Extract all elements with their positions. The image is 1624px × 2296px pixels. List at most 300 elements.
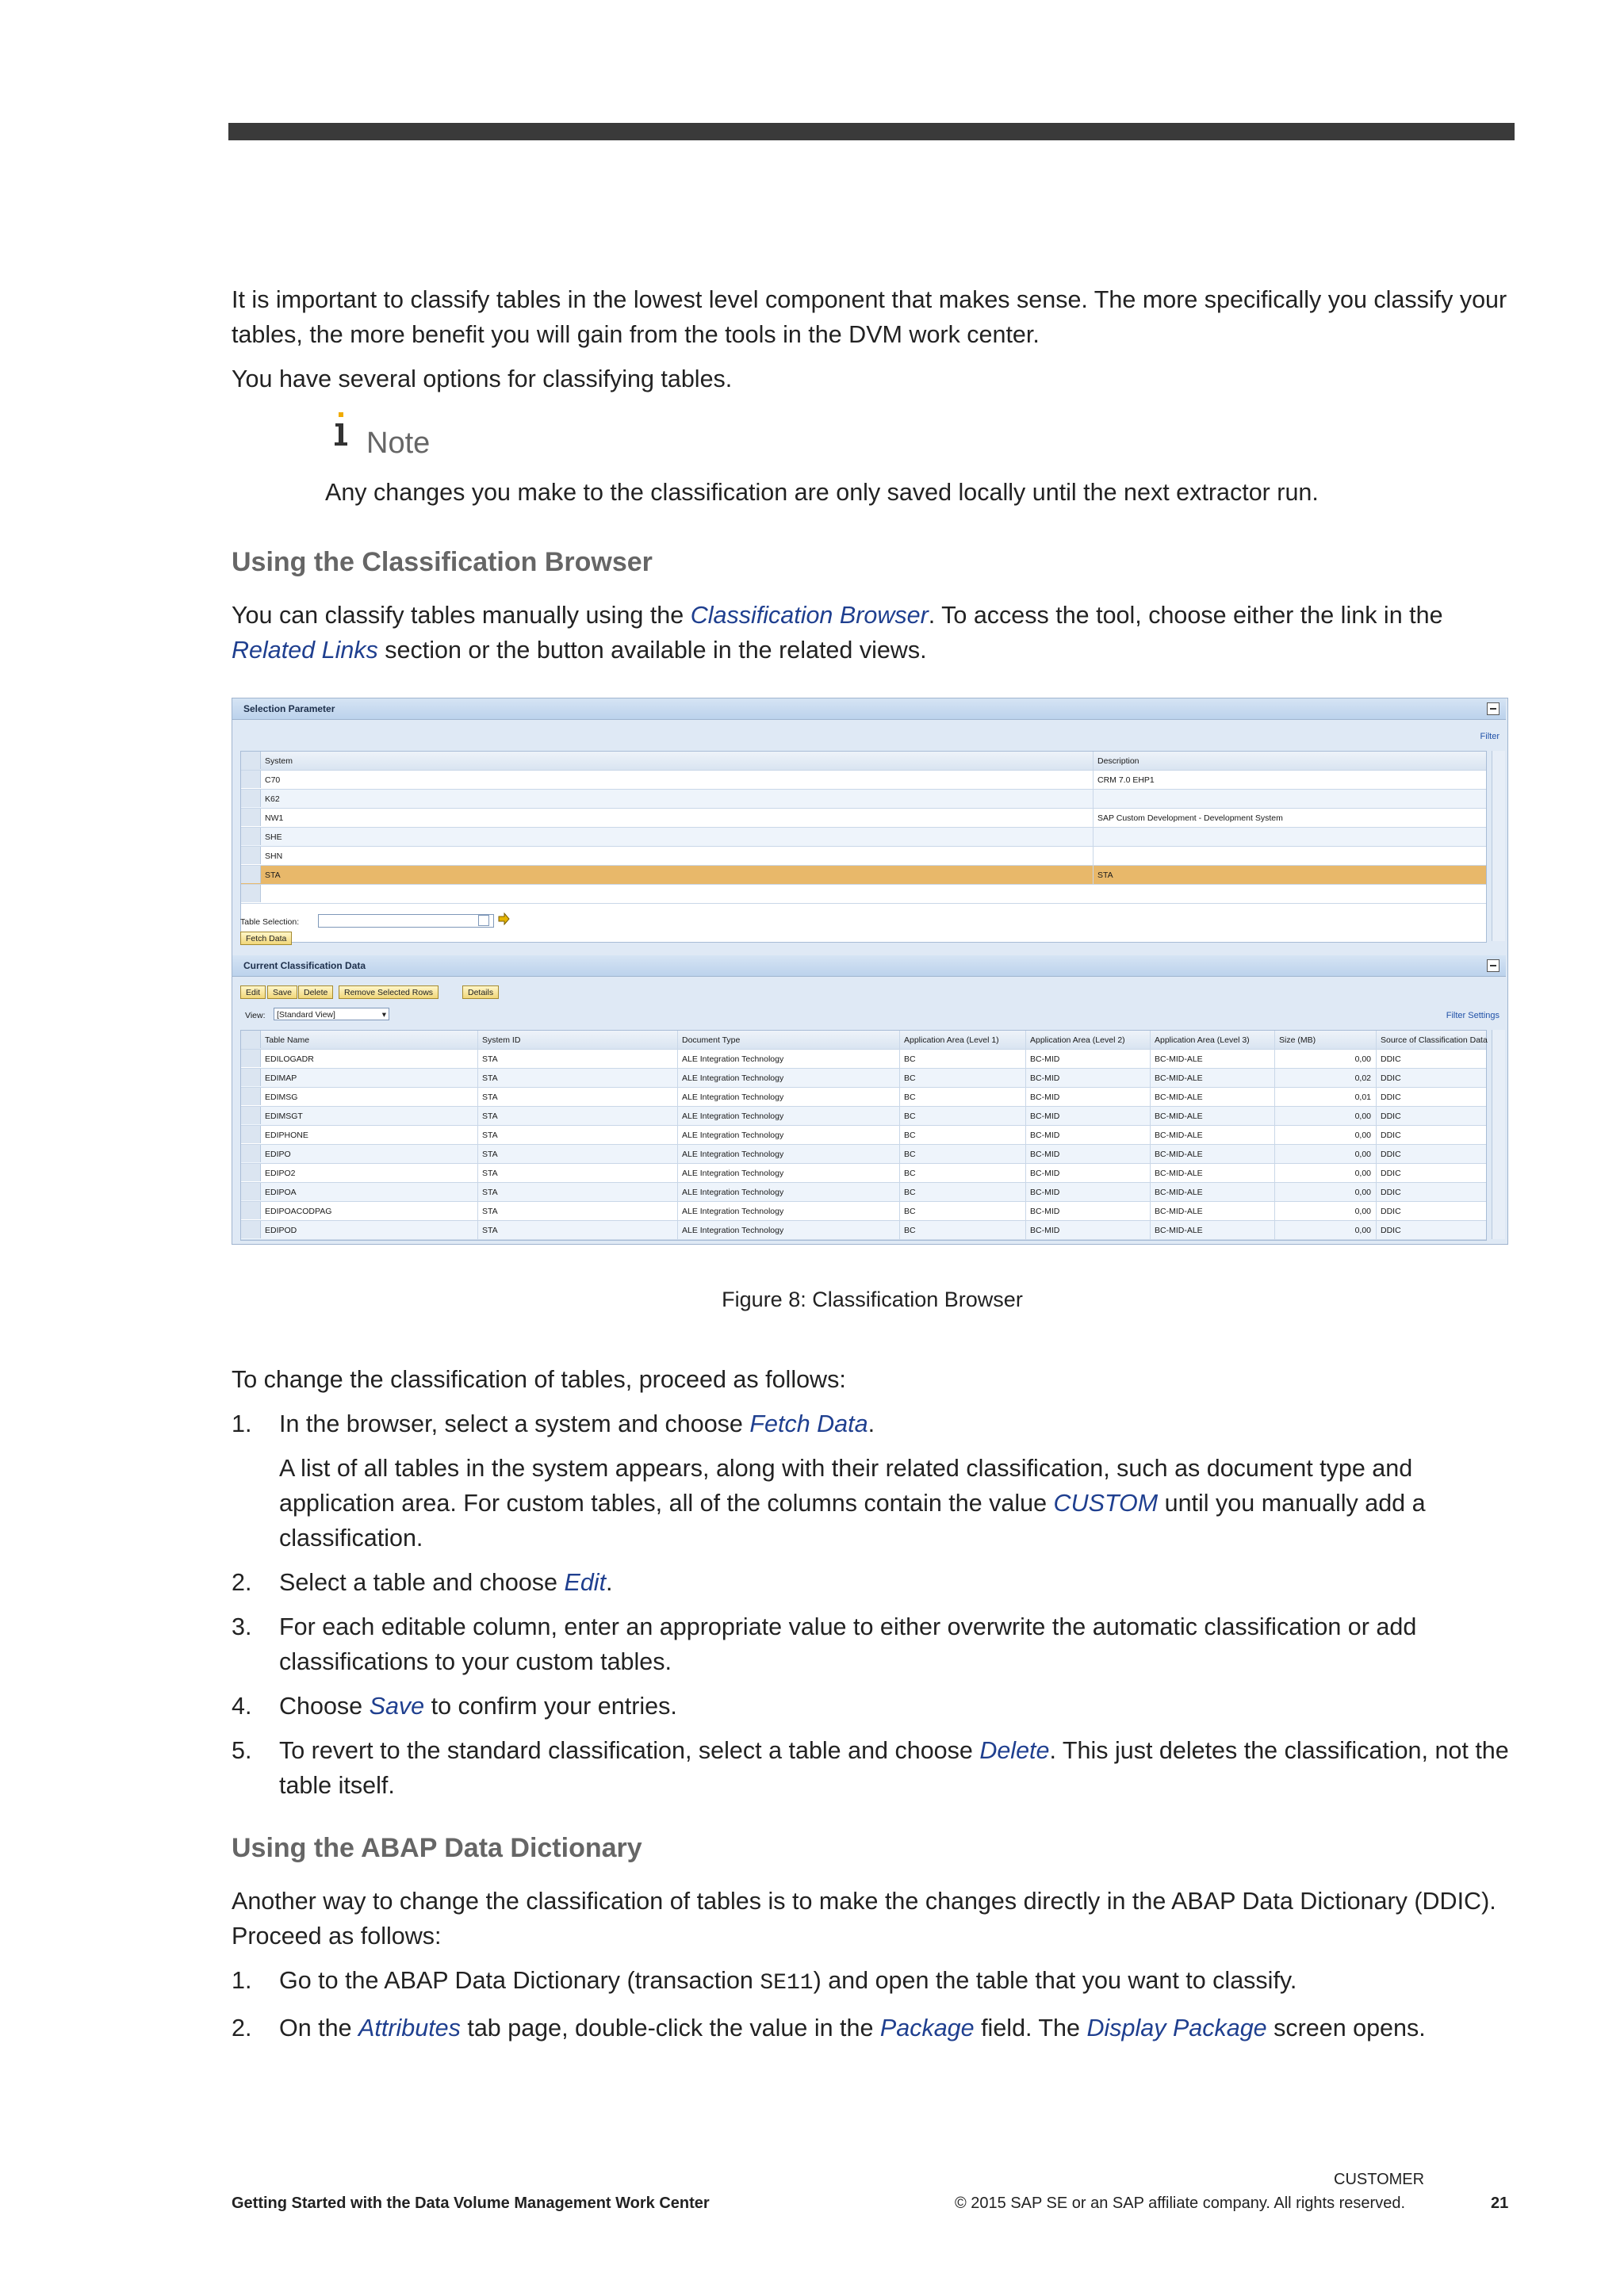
current-classification-title: Current Classification Data	[243, 960, 366, 971]
table-cell: STA	[482, 1112, 498, 1121]
table-cell: DDIC	[1381, 1093, 1401, 1102]
classification-table-header	[241, 1031, 1486, 1050]
section2-paragraph: Another way to change the classification of tables is to make the changes directly in the ABAP Data Dictionary (DDIC). Proceed as follows:	[232, 1888, 1496, 1950]
column-divider	[1150, 1088, 1151, 1106]
table-cell: DDIC	[1381, 1131, 1401, 1140]
row-selector[interactable]	[241, 809, 261, 826]
collapse-icon[interactable]	[1487, 702, 1500, 715]
text: A list of all tables in the system appears, along with their related classification, such as document type and application area. For custom tables, all of the columns contain the value	[279, 1455, 1413, 1517]
column-divider	[1093, 847, 1094, 865]
table-row[interactable]	[241, 1183, 1486, 1202]
text: .	[868, 1410, 875, 1437]
table-cell: BC-MID-ALE	[1155, 1054, 1203, 1064]
column-divider	[1376, 1069, 1377, 1087]
list-number: 5.	[232, 1737, 252, 1764]
table-cell: EDIPOA	[265, 1188, 297, 1197]
row-selector[interactable]	[241, 1126, 261, 1143]
column-divider	[1376, 1126, 1377, 1144]
execute-arrow-icon[interactable]	[497, 913, 510, 925]
row-selector[interactable]	[241, 1145, 261, 1162]
table-row[interactable]	[241, 1107, 1486, 1126]
column-divider	[899, 1221, 900, 1239]
classification-browser-screenshot	[232, 698, 1508, 1245]
text: to confirm your entries.	[424, 1693, 677, 1720]
list-number: 3.	[232, 1613, 252, 1640]
view-select-value: [Standard View]	[277, 1010, 335, 1020]
table-cell: EDILOGADR	[265, 1054, 314, 1064]
column-divider	[477, 1164, 478, 1182]
info-icon	[333, 412, 349, 452]
text: In the browser, select a system and choose	[279, 1410, 750, 1437]
table-row[interactable]	[241, 1164, 1486, 1183]
column-divider	[477, 1069, 478, 1087]
table-row[interactable]	[241, 1145, 1486, 1164]
list-number: 1.	[232, 1410, 252, 1437]
header-bar	[228, 123, 1515, 140]
table-cell: DDIC	[1381, 1150, 1401, 1159]
table-cell: BC-MID-ALE	[1155, 1226, 1203, 1235]
copy-icon[interactable]	[478, 915, 489, 926]
column-divider	[1025, 1031, 1026, 1049]
column-divider	[477, 1031, 478, 1049]
table-row[interactable]	[241, 809, 1486, 828]
column-divider	[1093, 752, 1094, 770]
table-cell: BC-MID-ALE	[1155, 1093, 1203, 1102]
column-divider	[899, 1107, 900, 1125]
row-selector[interactable]	[241, 790, 261, 807]
column-divider	[477, 1183, 478, 1201]
column-divider	[677, 1069, 678, 1087]
row-selector[interactable]	[241, 1183, 261, 1200]
table-cell: 0,00	[1354, 1169, 1371, 1178]
table-row[interactable]	[241, 866, 1486, 885]
column-divider	[1150, 1107, 1151, 1125]
text: tab page, double-click the value in the	[460, 2015, 880, 2042]
table-cell: ALE Integration Technology	[682, 1131, 784, 1140]
delete-button[interactable]: Delete	[298, 985, 333, 999]
select-all-icon[interactable]	[241, 752, 261, 769]
column-divider	[899, 1031, 900, 1049]
text: until you manually add a classification.	[279, 1490, 1426, 1552]
column-divider	[1376, 1221, 1377, 1239]
column-divider	[477, 1126, 478, 1144]
table-cell: EDIMSGT	[265, 1112, 303, 1121]
table-row[interactable]	[241, 1221, 1486, 1240]
list-item	[232, 1565, 1516, 1600]
footer-doc-title: Getting Started with the Data Volume Management Work Center	[232, 2195, 710, 2212]
column-divider	[1376, 1088, 1377, 1106]
table-cell: BC-MID	[1030, 1150, 1060, 1159]
table-cell: 0,01	[1354, 1093, 1371, 1102]
column-divider	[1093, 790, 1094, 808]
text: On the	[279, 2015, 359, 2042]
save-link[interactable]: Save	[369, 1693, 425, 1720]
text: field. The	[974, 2015, 1087, 2042]
table-cell: 0,00	[1354, 1131, 1371, 1140]
text: To revert to the standard classification, select a table and choose	[279, 1737, 980, 1764]
column-divider	[677, 1183, 678, 1201]
column-divider	[1093, 866, 1094, 884]
footer-copyright: © 2015 SAP SE or an SAP affiliate company. All rights reserved.	[955, 2195, 1406, 2212]
list-number: 1.	[232, 1967, 252, 1994]
table-cell: 0,00	[1354, 1112, 1371, 1121]
details-button[interactable]: Details	[462, 985, 499, 999]
table-cell: STA	[482, 1207, 498, 1216]
table-cell: BC-MID-ALE	[1155, 1073, 1203, 1083]
column-divider	[899, 1088, 900, 1106]
table-cell: 0,00	[1354, 1054, 1371, 1064]
column-divider	[1150, 1069, 1151, 1087]
column-divider	[1274, 1164, 1275, 1182]
column-header: System	[265, 756, 293, 766]
column-divider	[1025, 1164, 1026, 1182]
column-header[interactable]: Source of Classification Data	[1381, 1035, 1488, 1045]
table-row	[241, 885, 1486, 904]
column-divider	[899, 1050, 900, 1068]
delete-link[interactable]: Delete	[979, 1737, 1050, 1764]
table-cell: BC	[904, 1207, 916, 1216]
text: . This just deletes the classification, not the table itself.	[279, 1737, 1509, 1799]
table-cell: BC-MID	[1030, 1093, 1060, 1102]
column-divider	[1025, 1126, 1026, 1144]
table-cell: ALE Integration Technology	[682, 1207, 784, 1216]
table-cell: ALE Integration Technology	[682, 1169, 784, 1178]
table-cell: DDIC	[1381, 1169, 1401, 1178]
text: ) and open the table that you want to classify.	[813, 1967, 1297, 1994]
section-heading-classification-browser: Using the Classification Browser	[232, 547, 653, 577]
classification-table-scrollbar[interactable]	[1492, 1030, 1505, 1239]
collapse-icon[interactable]	[1487, 959, 1500, 972]
column-divider	[1093, 809, 1094, 827]
column-divider	[1274, 1050, 1275, 1068]
row-selector[interactable]	[241, 1107, 261, 1124]
system-id-cell: STA	[265, 871, 281, 880]
list-number: 2.	[232, 2015, 252, 2042]
column-divider	[1093, 771, 1094, 789]
column-divider	[477, 1107, 478, 1125]
footer-page-number: 21	[1491, 2195, 1509, 2212]
package-link[interactable]: Package	[879, 2015, 975, 2042]
section1-paragraph	[232, 598, 1516, 668]
list-item	[232, 1963, 1516, 2001]
list-item	[232, 1689, 1516, 1724]
table-cell: ALE Integration Technology	[682, 1150, 784, 1159]
system-table-scrollbar[interactable]	[1492, 751, 1505, 941]
row-selector[interactable]	[241, 1069, 261, 1086]
system-description-cell: STA	[1097, 871, 1113, 880]
table-cell: BC	[904, 1188, 916, 1197]
table-cell: 0,02	[1354, 1073, 1371, 1083]
table-row[interactable]	[241, 1088, 1486, 1107]
save-button[interactable]: Save	[267, 985, 297, 999]
classification-browser-link[interactable]: Classification Browser	[690, 602, 929, 629]
table-cell: ALE Integration Technology	[682, 1226, 784, 1235]
row-selector[interactable]	[241, 828, 261, 845]
column-divider	[1150, 1031, 1151, 1049]
table-cell: BC-MID	[1030, 1073, 1060, 1083]
filter-link[interactable]: Filter	[1480, 732, 1500, 741]
column-divider	[899, 1126, 900, 1144]
column-divider	[1025, 1107, 1026, 1125]
table-cell: DDIC	[1381, 1112, 1401, 1121]
column-divider	[1274, 1088, 1275, 1106]
select-all-icon[interactable]	[241, 1031, 261, 1048]
table-cell: 0,00	[1354, 1207, 1371, 1216]
column-divider	[1376, 1164, 1377, 1182]
table-cell: BC-MID-ALE	[1155, 1188, 1203, 1197]
table-cell: DDIC	[1381, 1226, 1401, 1235]
row-selector[interactable]	[241, 771, 261, 788]
list-item	[232, 2011, 1516, 2045]
column-divider	[899, 1202, 900, 1220]
table-cell: STA	[482, 1226, 498, 1235]
column-divider	[477, 1145, 478, 1163]
remove-selected-rows-button[interactable]: Remove Selected Rows	[339, 985, 439, 999]
table-cell: BC-MID	[1030, 1131, 1060, 1140]
note-text: Any changes you make to the classification are only saved locally until the next extractor run.	[325, 479, 1319, 506]
column-divider	[1025, 1221, 1026, 1239]
column-divider	[677, 1221, 678, 1239]
column-header[interactable]: Table Name	[265, 1035, 310, 1045]
table-cell: 0,00	[1354, 1226, 1371, 1235]
text: Go to the ABAP Data Dictionary (transaction	[279, 1967, 760, 1994]
table-cell: BC	[904, 1150, 916, 1159]
column-divider	[1274, 1069, 1275, 1087]
procedure-list	[232, 1406, 1516, 1812]
column-divider	[477, 1202, 478, 1220]
column-divider	[1093, 828, 1094, 846]
text: screen opens.	[1266, 2015, 1426, 2042]
column-divider	[1150, 1050, 1151, 1068]
table-cell: BC-MID-ALE	[1155, 1150, 1203, 1159]
table-cell: STA	[482, 1093, 498, 1102]
column-divider	[1274, 1145, 1275, 1163]
table-cell: DDIC	[1381, 1073, 1401, 1083]
table-row[interactable]	[241, 1050, 1486, 1069]
column-header: Description	[1097, 756, 1139, 766]
text: For each editable column, enter an appropriate value to either overwrite the automatic classification or add classifications to your custom tables.	[279, 1613, 1417, 1675]
view-select[interactable]	[274, 1008, 389, 1020]
table-cell: ALE Integration Technology	[682, 1093, 784, 1102]
table-row[interactable]	[241, 1126, 1486, 1145]
table-cell: STA	[482, 1054, 498, 1064]
text: .	[606, 1569, 613, 1596]
column-divider	[1376, 1145, 1377, 1163]
system-table-header	[241, 752, 1486, 771]
table-cell: DDIC	[1381, 1188, 1401, 1197]
edit-button[interactable]: Edit	[240, 985, 266, 999]
table-row[interactable]	[241, 828, 1486, 847]
intro-paragraph-1: It is important to classify tables in the lowest level component that makes sense. The more specifically you classify your tables, the more benefit you will gain from the tools in the DVM work center.	[232, 286, 1507, 348]
column-divider	[899, 1145, 900, 1163]
column-divider	[1150, 1183, 1151, 1201]
table-cell: BC	[904, 1093, 916, 1102]
text: You can classify tables manually using the	[232, 602, 691, 629]
row-selector[interactable]	[241, 1088, 261, 1105]
system-id-cell: SHN	[265, 851, 283, 861]
column-divider	[1274, 1183, 1275, 1201]
column-divider	[1150, 1145, 1151, 1163]
fetch-data-link[interactable]: Fetch Data	[749, 1410, 868, 1437]
list-number: 2.	[232, 1569, 252, 1596]
table-cell: BC	[904, 1073, 916, 1083]
row-selector[interactable]	[241, 847, 261, 864]
column-divider	[899, 1164, 900, 1182]
row-selector[interactable]	[241, 885, 261, 902]
text: Choose	[279, 1693, 370, 1720]
row-selector[interactable]	[241, 1164, 261, 1181]
column-divider	[1150, 1221, 1151, 1239]
table-row[interactable]	[241, 1202, 1486, 1221]
column-divider	[477, 1088, 478, 1106]
column-header[interactable]: System ID	[482, 1035, 521, 1045]
table-cell: ALE Integration Technology	[682, 1112, 784, 1121]
table-cell: EDIMAP	[265, 1073, 297, 1083]
related-links-link[interactable]: Related Links	[232, 637, 378, 664]
table-cell: EDIPOD	[265, 1226, 297, 1235]
chevron-down-icon: ▾	[381, 1010, 386, 1020]
table-cell: BC-MID-ALE	[1155, 1169, 1203, 1178]
column-divider	[1274, 1202, 1275, 1220]
column-divider	[899, 1183, 900, 1201]
column-divider	[677, 1050, 678, 1068]
transaction-code: SE11	[760, 1971, 814, 1996]
table-cell: STA	[482, 1169, 498, 1178]
column-divider	[1376, 1031, 1377, 1049]
column-divider	[677, 1126, 678, 1144]
edit-link[interactable]: Edit	[564, 1569, 607, 1596]
table-row[interactable]	[241, 1069, 1486, 1088]
table-cell: EDIMSG	[265, 1093, 298, 1102]
table-selection-input[interactable]	[318, 914, 494, 928]
table-row[interactable]	[241, 790, 1486, 809]
figure-caption: Figure 8: Classification Browser	[722, 1288, 1023, 1311]
intro-text	[232, 282, 1516, 396]
table-cell: ALE Integration Technology	[682, 1188, 784, 1197]
system-id-cell: SHE	[265, 832, 282, 842]
table-cell: BC-MID	[1030, 1169, 1060, 1178]
table-cell: EDIPHONE	[265, 1131, 308, 1140]
column-divider	[1376, 1107, 1377, 1125]
column-divider	[1025, 1088, 1026, 1106]
fetch-data-button[interactable]: Fetch Data	[240, 932, 292, 945]
column-header[interactable]: Application Area (Level 2)	[1030, 1035, 1125, 1045]
row-selector[interactable]	[241, 866, 261, 883]
table-cell: BC-MID	[1030, 1112, 1060, 1121]
column-divider	[1274, 1126, 1275, 1144]
list-item	[232, 1733, 1516, 1803]
table-cell: EDIPO	[265, 1150, 291, 1159]
table-cell: BC-MID-ALE	[1155, 1131, 1203, 1140]
table-row[interactable]	[241, 847, 1486, 866]
table-cell: BC-MID	[1030, 1207, 1060, 1216]
footer-classification: CUSTOMER	[1334, 2171, 1425, 2188]
column-divider	[1025, 1069, 1026, 1087]
table-cell: BC	[904, 1169, 916, 1178]
column-header[interactable]: Application Area (Level 3)	[1155, 1035, 1250, 1045]
column-divider	[1376, 1050, 1377, 1068]
procedure-intro: To change the classification of tables, proceed as follows:	[232, 1366, 846, 1393]
column-divider	[899, 1069, 900, 1087]
table-cell: STA	[482, 1131, 498, 1140]
classification-table	[240, 1030, 1487, 1241]
table-row[interactable]	[241, 771, 1486, 790]
column-divider	[677, 1031, 678, 1049]
column-divider	[1150, 1202, 1151, 1220]
column-divider	[1025, 1183, 1026, 1201]
column-divider	[677, 1145, 678, 1163]
table-cell: BC	[904, 1131, 916, 1140]
row-selector[interactable]	[241, 1202, 261, 1219]
row-selector[interactable]	[241, 1050, 261, 1067]
table-cell: STA	[482, 1188, 498, 1197]
custom-value-link[interactable]: CUSTOM	[1053, 1490, 1159, 1517]
column-header[interactable]: Application Area (Level 1)	[904, 1035, 999, 1045]
table-cell: BC-MID-ALE	[1155, 1207, 1203, 1216]
current-classification-header	[232, 955, 1506, 977]
note-label: Note	[366, 427, 431, 460]
column-divider	[1376, 1202, 1377, 1220]
table-cell: STA	[482, 1073, 498, 1083]
filter-settings-link[interactable]: Filter Settings	[1446, 1011, 1500, 1020]
column-divider	[1274, 1031, 1275, 1049]
system-description-cell: SAP Custom Development - Development System	[1097, 813, 1283, 823]
table-cell: BC	[904, 1226, 916, 1235]
column-divider	[1025, 1202, 1026, 1220]
system-id-cell: NW1	[265, 813, 284, 823]
attributes-link[interactable]: Attributes	[358, 2015, 461, 2042]
system-id-cell: K62	[265, 794, 280, 804]
table-cell: EDIPOACODPAG	[265, 1207, 332, 1216]
text: section or the button available in the related views.	[377, 637, 927, 664]
system-id-cell: C70	[265, 775, 281, 785]
list-item	[232, 1406, 1516, 1556]
column-divider	[1150, 1126, 1151, 1144]
column-divider	[677, 1088, 678, 1106]
table-cell: DDIC	[1381, 1207, 1401, 1216]
text: . To access the tool, choose either the link in the	[928, 602, 1443, 629]
column-divider	[477, 1050, 478, 1068]
column-divider	[1376, 1183, 1377, 1201]
table-cell: BC-MID	[1030, 1188, 1060, 1197]
table-cell: BC	[904, 1054, 916, 1064]
table-cell: BC-MID	[1030, 1226, 1060, 1235]
view-label: View:	[245, 1011, 266, 1020]
intro-paragraph-2: You have several options for classifying tables.	[232, 365, 733, 392]
display-package-link[interactable]: Display Package	[1086, 2015, 1267, 2042]
column-divider	[1150, 1164, 1151, 1182]
table-cell: ALE Integration Technology	[682, 1054, 784, 1064]
table-selection-label: Table Selection:	[240, 917, 300, 927]
selection-parameter-header	[232, 698, 1506, 720]
section-heading-abap-dictionary: Using the ABAP Data Dictionary	[232, 1833, 642, 1863]
ddic-procedure-list	[232, 1963, 1516, 2055]
text: Select a table and choose	[279, 1569, 565, 1596]
system-description-cell: CRM 7.0 EHP1	[1097, 775, 1155, 785]
list-number: 4.	[232, 1693, 252, 1720]
table-cell: BC	[904, 1112, 916, 1121]
table-cell: 0,00	[1354, 1188, 1371, 1197]
column-header[interactable]: Document Type	[682, 1035, 741, 1045]
table-cell: 0,00	[1354, 1150, 1371, 1159]
column-divider	[677, 1202, 678, 1220]
column-header[interactable]: Size (MB)	[1279, 1035, 1316, 1045]
list-item	[232, 1609, 1516, 1679]
row-selector[interactable]	[241, 1221, 261, 1238]
table-cell: DDIC	[1381, 1054, 1401, 1064]
column-divider	[1025, 1050, 1026, 1068]
table-cell: BC-MID	[1030, 1054, 1060, 1064]
